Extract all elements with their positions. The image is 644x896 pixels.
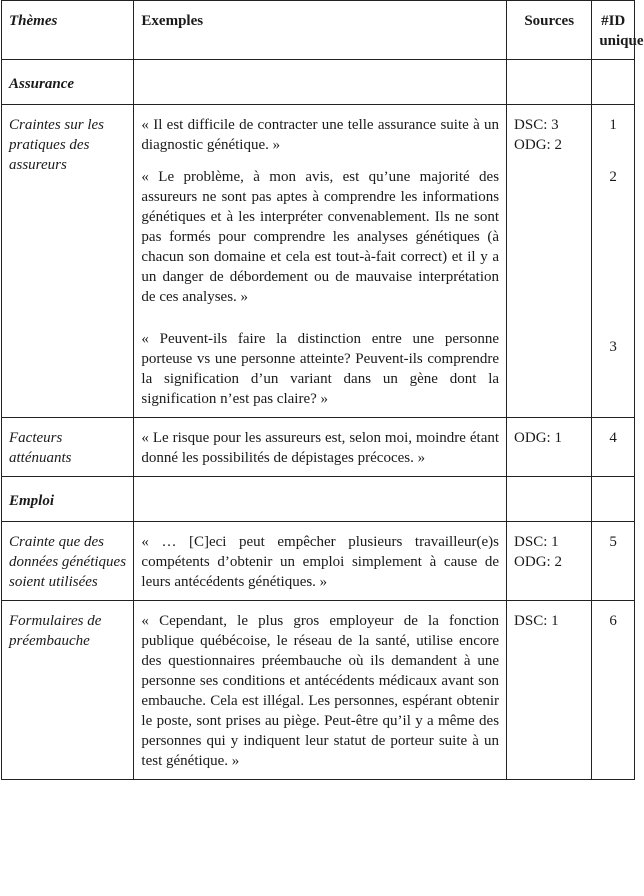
section-title: Assurance xyxy=(2,60,134,105)
theme-cell: Formulaires de préembauche xyxy=(2,601,134,780)
source-entry: DSC: 1 xyxy=(514,534,559,550)
quote-text: « Peuvent-ils faire la distinction entre une personne porteuse vs une personne atteinte? Peuvent-ils comprendre la signification d’un variant dans un gène dont la signification n’est pas claire? » xyxy=(141,331,500,407)
table-row xyxy=(2,105,635,418)
section-row-assurance xyxy=(2,60,635,105)
quote-text: « Le problème, à mon avis, est qu’une majorité des assureurs ne sont pas aptes à comprendre les informations génétiques et à les interpréter convenablement. Ils ne sont pas formés pour comprendre les analyses génétiques (à chacun son domaine et cela est tout-à-fait correct) et il y a un danger de débordement ou de mauvaise interprétation de ces analyses. » xyxy=(141,169,500,305)
theme-cell: Facteurs atténuants xyxy=(2,418,134,477)
sources-cell xyxy=(507,418,592,477)
header-sources: Sources xyxy=(507,1,592,60)
id-cell xyxy=(592,522,635,601)
theme-cell: Crainte que des données génétiques soient utilisées xyxy=(2,522,134,601)
table-row xyxy=(2,601,635,780)
source-entry: DSC: 3 xyxy=(514,117,559,133)
id-value: 1 xyxy=(609,117,617,133)
header-exemples: Exemples xyxy=(134,1,507,60)
sources-cell xyxy=(507,522,592,601)
sources-cell xyxy=(507,105,592,418)
id-value: 5 xyxy=(609,534,617,550)
source-entry: ODG: 2 xyxy=(514,554,562,570)
table-row xyxy=(2,522,635,601)
id-value: 6 xyxy=(609,613,617,629)
quote-text: « Le risque pour les assureurs est, selon moi, moindre étant donné les possibilités de dépistages précoces. » xyxy=(141,430,500,466)
quote-text: « Il est difficile de contracter une telle assurance suite à un diagnostic génétique. » xyxy=(141,117,500,153)
quote-text: « … [C]eci peut empêcher plusieurs travailleur(e)s compétents d’obtenir un emploi simplement à cause de leurs antécédents génétiques. » xyxy=(141,534,500,590)
id-value: 4 xyxy=(609,430,617,446)
examples-cell xyxy=(134,418,507,477)
source-entry: ODG: 2 xyxy=(514,137,562,153)
examples-cell xyxy=(134,601,507,780)
themes-table xyxy=(1,0,644,780)
header-id-line2: unique xyxy=(599,33,644,49)
header-id xyxy=(592,1,644,60)
quote-text: « Cependant, le plus gros employeur de la fonction publique québécoise, le réseau de la santé, utilise encore des questionnaires préembauche où ils demandent à une personne ses conditions et antécédents médicaux avant son embauche. Cela est illégal. Les personnes, espérant obtenir le poste, sont prises au piège. Peut-être qu’il y a même des personnes qui y indiquent leur statut de porteur suite à un test génétique. » xyxy=(141,613,500,769)
sources-cell xyxy=(507,601,592,780)
id-cell xyxy=(592,418,635,477)
header-themes: Thèmes xyxy=(2,1,134,60)
section-title: Emploi xyxy=(2,477,134,522)
section-row-emploi xyxy=(2,477,635,522)
theme-cell: Craintes sur les pratiques des assureurs xyxy=(2,105,134,418)
id-cell xyxy=(592,105,635,418)
examples-cell xyxy=(134,522,507,601)
table-row xyxy=(2,418,635,477)
table-header-row xyxy=(2,1,635,60)
source-entry: DSC: 1 xyxy=(514,613,559,629)
header-id-line1: #ID xyxy=(601,13,626,29)
id-value: 2 xyxy=(609,169,617,185)
id-cell xyxy=(592,601,635,780)
examples-cell xyxy=(134,105,507,418)
id-value: 3 xyxy=(609,339,617,355)
source-entry: ODG: 1 xyxy=(514,430,562,446)
